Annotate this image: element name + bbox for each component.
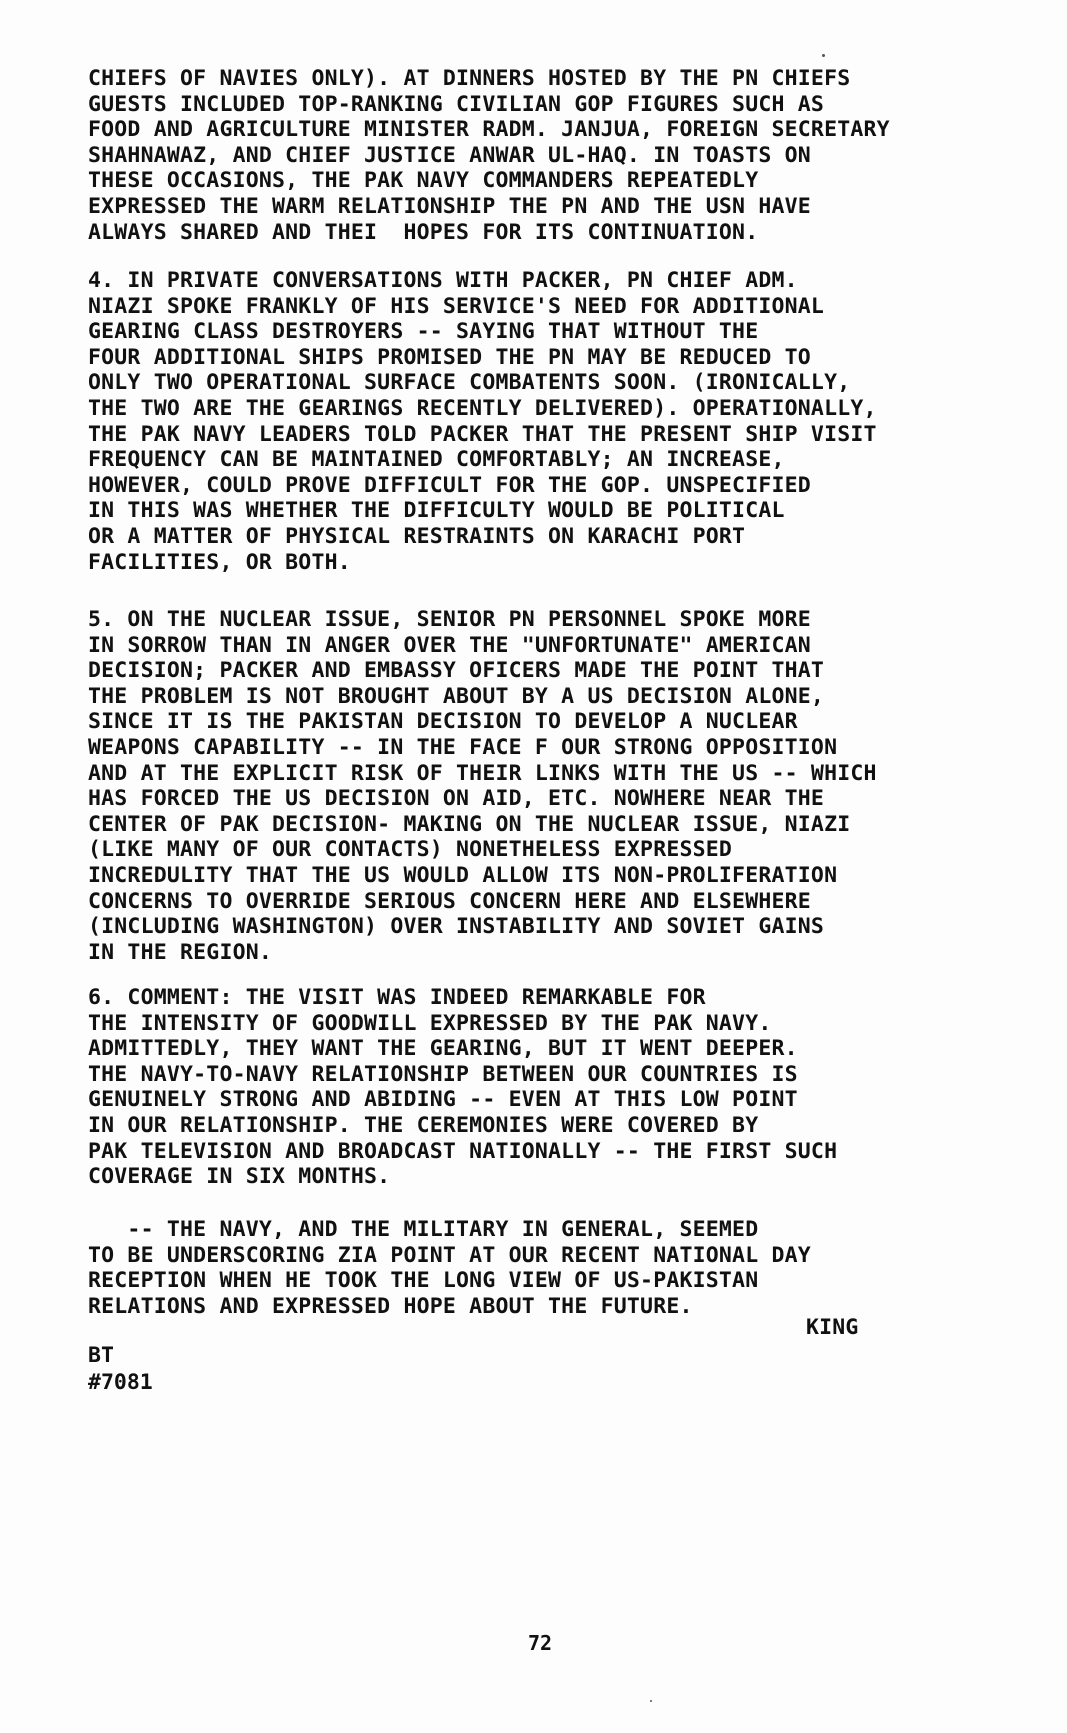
text-line: ADMITTEDLY, THEY WANT THE GEARING, BUT IT WENT DEEPER. bbox=[88, 1036, 798, 1062]
text-line: FOUR ADDITIONAL SHIPS PROMISED THE PN MAY BE REDUCED TO bbox=[88, 344, 811, 370]
paragraph-closing bbox=[88, 1217, 1018, 1319]
signature-name: KING bbox=[806, 1315, 859, 1340]
text-line: ONLY TWO OPERATIONAL SURFACE COMBATENTS SOON. (IRONICALLY, bbox=[88, 370, 851, 396]
text-line: SINCE IT IS THE PAKISTAN DECISION TO DEVELOP A NUCLEAR bbox=[88, 709, 798, 735]
text-line: THESE OCCASIONS, THE PAK NAVY COMMANDERS REPEATEDLY bbox=[88, 168, 759, 194]
scan-speck bbox=[650, 1700, 652, 1702]
text-line: THE INTENSITY OF GOODWILL EXPRESSED BY THE PAK NAVY. bbox=[88, 1010, 772, 1036]
text-line: TO BE UNDERSCORING ZIA POINT AT OUR RECENT NATIONAL DAY bbox=[88, 1242, 811, 1268]
text-line: IN THIS WAS WHETHER THE DIFFICULTY WOULD BE POLITICAL bbox=[88, 498, 785, 524]
text-line: ALWAYS SHARED AND THEI HOPES FOR ITS CONTINUATION. bbox=[88, 219, 759, 245]
text-line: IN OUR RELATIONSHIP. THE CEREMONIES WERE COVERED BY bbox=[88, 1112, 759, 1138]
text-line: PAK TELEVISION AND BROADCAST NATIONALLY -- THE FIRST SUCH bbox=[88, 1138, 838, 1164]
text-line: FREQUENCY CAN BE MAINTAINED COMFORTABLY; AN INCREASE, bbox=[88, 447, 785, 473]
text-line: (INCLUDING WASHINGTON) OVER INSTABILITY AND SOVIET GAINS bbox=[88, 914, 825, 940]
text-line: THE PAK NAVY LEADERS TOLD PACKER THAT THE PRESENT SHIP VISIT bbox=[88, 421, 877, 447]
paragraph-intro-continuation bbox=[88, 66, 1018, 245]
paragraph-6 bbox=[88, 985, 1018, 1190]
text-line: GENUINELY STRONG AND ABIDING -- EVEN AT THIS LOW POINT bbox=[88, 1087, 798, 1113]
text-line: IN THE REGION. bbox=[88, 939, 273, 965]
text-line: 5. ON THE NUCLEAR ISSUE, SENIOR PN PERSONNEL SPOKE MORE bbox=[88, 607, 811, 632]
text-line: HOWEVER, COULD PROVE DIFFICULT FOR THE GOP. UNSPECIFIED bbox=[88, 472, 811, 498]
text-line: GUESTS INCLUDED TOP-RANKING CIVILIAN GOP FIGURES SUCH AS bbox=[88, 91, 825, 117]
paragraph-4 bbox=[88, 268, 1018, 575]
text-line: RECEPTION WHEN HE TOOK THE LONG VIEW OF US-PAKISTAN bbox=[88, 1268, 759, 1294]
text-line: CENTER OF PAK DECISION- MAKING ON THE NUCLEAR ISSUE, NIAZI bbox=[88, 811, 851, 837]
text-line: HAS FORCED THE US DECISION ON AID, ETC. NOWHERE NEAR THE bbox=[88, 786, 825, 812]
text-line: (LIKE MANY OF OUR CONTACTS) NONETHELESS EXPRESSED bbox=[88, 837, 733, 863]
text-line: FOOD AND AGRICULTURE MINISTER RADM. JANJUA, FOREIGN SECRETARY bbox=[88, 117, 890, 143]
text-line: EXPRESSED THE WARM RELATIONSHIP THE PN AND THE USN HAVE bbox=[88, 193, 811, 219]
text-line: IN SORROW THAN IN ANGER OVER THE "UNFORTUNATE" AMERICAN bbox=[88, 632, 811, 658]
text-line: 4. IN PRIVATE CONVERSATIONS WITH PACKER, PN CHIEF ADM. bbox=[88, 268, 798, 293]
text-line: SHAHNAWAZ, AND CHIEF JUSTICE ANWAR UL-HAQ. IN TOASTS ON bbox=[88, 142, 811, 168]
text-line: THE NAVY-TO-NAVY RELATIONSHIP BETWEEN OUR COUNTRIES IS bbox=[88, 1061, 798, 1087]
scan-speck bbox=[822, 54, 825, 57]
text-line: WEAPONS CAPABILITY -- IN THE FACE F OUR STRONG OPPOSITION bbox=[88, 734, 838, 760]
text-line: THE PROBLEM IS NOT BROUGHT ABOUT BY A US DECISION ALONE, bbox=[88, 683, 825, 709]
text-line: THE TWO ARE THE GEARINGS RECENTLY DELIVERED). OPERATIONALLY, bbox=[88, 395, 877, 421]
text-line: GEARING CLASS DESTROYERS -- SAYING THAT WITHOUT THE bbox=[88, 319, 759, 345]
message-number: #7081 bbox=[88, 1370, 153, 1395]
text-line: AND AT THE EXPLICIT RISK OF THEIR LINKS WITH THE US -- WHICH bbox=[88, 760, 877, 786]
break-marker: BT bbox=[88, 1343, 114, 1368]
text-line: NIAZI SPOKE FRANKLY OF HIS SERVICE'S NEED FOR ADDITIONAL bbox=[88, 293, 825, 319]
text-line: RELATIONS AND EXPRESSED HOPE ABOUT THE FUTURE. bbox=[88, 1293, 693, 1319]
text-line: -- THE NAVY, AND THE MILITARY IN GENERAL, SEEMED bbox=[88, 1217, 759, 1242]
text-line: 6. COMMENT: THE VISIT WAS INDEED REMARKABLE FOR bbox=[88, 985, 706, 1010]
page-number: 72 bbox=[528, 1631, 553, 1655]
text-line: OR A MATTER OF PHYSICAL RESTRAINTS ON KARACHI PORT bbox=[88, 523, 746, 549]
text-line: DECISION; PACKER AND EMBASSY OFICERS MADE THE POINT THAT bbox=[88, 658, 825, 684]
text-line: COVERAGE IN SIX MONTHS. bbox=[88, 1164, 391, 1190]
message-trailer bbox=[88, 1342, 153, 1396]
text-line: CONCERNS TO OVERRIDE SERIOUS CONCERN HERE AND ELSEWHERE bbox=[88, 888, 811, 914]
text-line: INCREDULITY THAT THE US WOULD ALLOW ITS NON-PROLIFERATION bbox=[88, 862, 838, 888]
paragraph-5 bbox=[88, 607, 1018, 965]
text-line: CHIEFS OF NAVIES ONLY). AT DINNERS HOSTED BY THE PN CHIEFS bbox=[88, 66, 851, 91]
text-line: FACILITIES, OR BOTH. bbox=[88, 549, 351, 575]
